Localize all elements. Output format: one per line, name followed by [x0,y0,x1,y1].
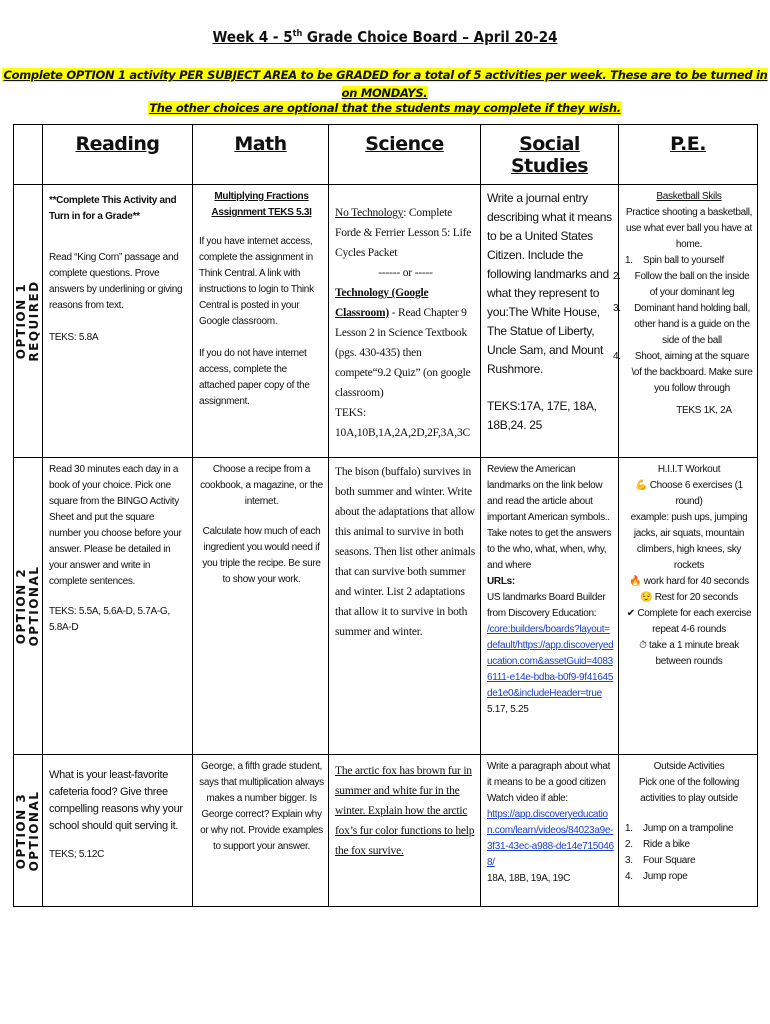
option-2-math: Choose a recipe from a cookbook, a magazine, or the internet. Calculate how much of each ingredient you would need if you triple the recipe. Be sure to show your work. [193,458,329,755]
column-header-social-studies: Social Studies [481,125,619,185]
option-3-pe: Outside Activities Pick one of the following activities to play outside 1. Jump on a trampoline 2. Ride a bike 3. Four Square 4. Jump rope [619,755,758,907]
row-label-option-1: OPTION 1 REQUIRED [14,185,43,458]
option-1-math: Multiplying Fractions Assignment TEKS 5.3I If you have internet access, complete the assignment in Think Central. A link with instructions to login to Think Central is posted in your Google classroom. If you do not have internet access, complete the attached paper copy of the assignment. [193,185,329,458]
instructions-line-1: Complete OPTION 1 activity PER SUBJECT AREA to be GRADED for a total of 5 activities per week. These are to be turned in on MONDAYS. [3,68,768,100]
list-item: 2. Ride a bike [625,839,690,850]
column-header-pe: P.E. [619,125,758,185]
option-2-row [14,458,758,755]
landmarks-board-link[interactable]: /core:builders/boards?layout=default/https://app.discoveryeducation.com&assetGuid=40836111-e14e-bdba-b0f9-9f41645de1e0&includeHeader=true [487,624,614,699]
basketball-steps [613,253,753,397]
column-header-math: Math [193,125,329,185]
option-2-science: The bison (buffalo) survives in both summer and winter. Write about the adaptations that allow this animal to survive in both seasons. Then list other animals that can survive both summer and winter. List 2 adaptations that allow it to survive in both summer and winter. [329,458,481,755]
option-3-math: George, a fifth grade student, says that multiplication always makes a number bigger. Is George correct? Explain why or why not. Provide examples to support your answer. [193,755,329,907]
option-1-reading: **Complete This Activity and Turn in for a Grade** Read “King Corn” passage and complete questions. Prove answers by underlining or giving reasons from text. TEKS: 5.8A [43,185,193,458]
option-1-row [14,185,758,458]
option-2-reading: Read 30 minutes each day in a book of your choice. Pick one square from the BINGO Activity Sheet and put the square number you choose before your answer. Please be detailed in your answer and write in complete sentences. TEKS: 5.5A, 5.6A-D, 5.7A-G, 5.8A-D [43,458,193,755]
header-row [14,125,758,185]
citizen-video-link[interactable]: https://app.discoveryeducation.com/learn/videos/84023a9e-3f31-43ec-a988-de14e7150468/ [487,809,614,868]
option-3-science: The arctic fox has brown fur in summer and white fur in the winter. Explain how the arctic fox’s fur color functions to help the fox survive. [329,755,481,907]
instructions-line-2: The other choices are optional that the students may complete if they wish. [149,101,621,115]
list-item: 3. Dominant hand holding ball, other hand is a guide on the side of the ball [613,303,750,346]
corner-cell [14,125,43,185]
option-2-pe: H.I.I.T Workout 💪 Choose 6 exercises (1 round) example: push ups, jumping jacks, air squats, mountain climbers, high knees, sky rockets 🔥 work hard for 40 seconds 😌 Rest for 20 seconds ✔ Complete for each exercise repeat 4-6 rounds ⏱ take a 1 minute break between rounds [619,458,758,755]
relieved-face-icon: 😌 [640,592,653,603]
choice-board-table [13,124,758,907]
option-1-science: No Technology: Complete Forde & Ferrier Lesson 5: Life Cycles Packet ------ or ----- Technology (Google Classroom) - Read Chapter 9 Lesson 2 in Science Textbook (pgs. 430-435) then compete“9.2 Quiz” (on google classroom) TEKS: 10A,10B,1A,2A,2D,2F,3A,3C [329,185,481,458]
list-item: 4. Shoot, aiming at the square \of the backboard. Make sure you follow through [613,351,753,394]
option-2-social-studies: Review the American landmarks on the link below and read the article about important American symbols.. Take notes to get the answers to the who, what, when, why, and where URLs: US landmarks Board Builder from Discovery Education: /core:builders/boards?layout=default/https://app.discoveryeducation.com&assetGuid=40836111-e14e-bdba-b0f9-9f41645de1e0&includeHeader=true 5.17, 5.25 [481,458,619,755]
list-item: 2. Follow the ball on the inside of your dominant leg [613,271,750,298]
page-title: Week 4 - 5th Grade Choice Board – April 20-24 [212,28,558,46]
option-1-pe: Basketball Skils Practice shooting a basketball, use what ever ball you have at home. 1. Spin ball to yourself 2. Follow the ball on the inside of your dominant leg 3. Dominant hand holding ball, other hand is a guide on the side of the ball 4. Shoot, aiming at the square \of the backboard. Make sure you follow through TEKS 1K, 2A [619,185,758,458]
column-header-reading: Reading [43,125,193,185]
stopwatch-icon: ⏱ [639,640,647,651]
list-item: 1. Jump on a trampoline [625,823,734,834]
option-3-social-studies: Write a paragraph about what it means to be a good citizen Watch video if able: https://app.discoveryeducation.com/learn/videos/84023a9e-3f31-43ec-a988-de14e7150468/ 18A, 18B, 19A, 19C [481,755,619,907]
option-3-row [14,755,758,907]
row-label-option-3: OPTION 3 OPTIONAL [14,755,43,907]
list-item: 1. Spin ball to yourself [625,255,724,266]
fire-icon: 🔥 [629,576,642,587]
column-header-science: Science [329,125,481,185]
outside-activities-list [625,821,753,885]
row-label-option-2: OPTION 2 OPTIONAL [14,458,43,755]
option-3-reading: What is your least-favorite cafeteria food? Give three compelling reasons why your school should quit serving it. TEKS; 5.12C [43,755,193,907]
flexed-bicep-icon: 💪 [635,480,648,491]
option-1-social-studies: Write a journal entry describing what it means to be a United States Citizen. Include the following landmarks and what they represent to you:The White House, The Statue of Liberty, Uncle Sam, and Mount Rushmore. TEKS:17A, 17E, 18A, 18B,24. 25 [481,185,619,458]
list-item: 4. Jump rope [625,871,688,882]
list-item: 3. Four Square [625,855,696,866]
check-icon: ✔ [626,608,635,619]
